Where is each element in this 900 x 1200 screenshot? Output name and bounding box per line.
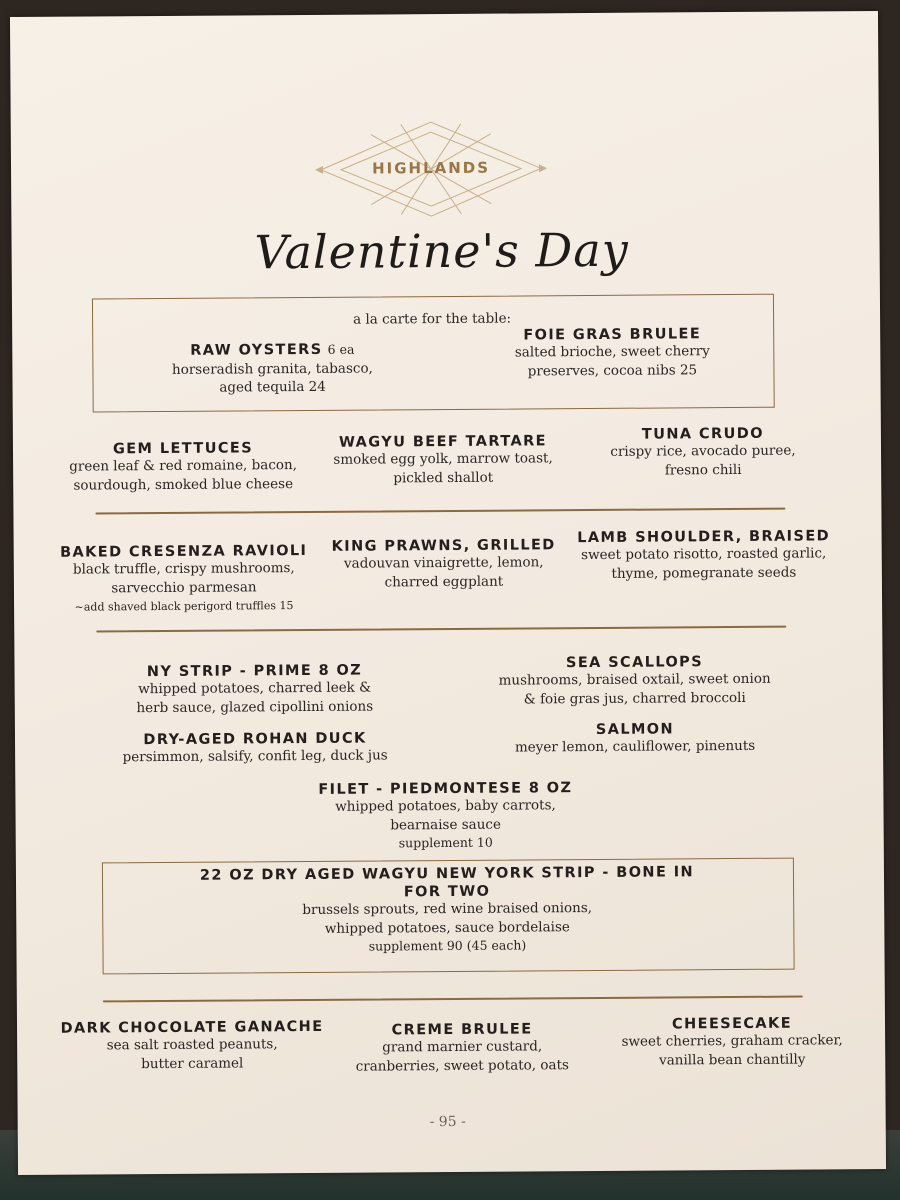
item-desc: aged tequila 24 (219, 378, 326, 396)
item-name: FOIE GRAS BRULEE (523, 326, 702, 344)
section-divider (95, 508, 785, 515)
menu-item-raw-oysters (122, 338, 422, 398)
item-desc: whipped potatoes, sauce bordelaise (324, 918, 570, 937)
item-name: FILET - PIEDMONTESE 8 OZ (318, 780, 573, 798)
menu-page (10, 11, 886, 1175)
item-desc: brussels sprouts, red wine braised onions, (302, 900, 593, 919)
item-desc: grand marnier custard, (382, 1038, 543, 1056)
menu-item-sea-scallops (454, 653, 814, 709)
item-name: BAKED CRESENZA RAVIOLI (60, 542, 308, 561)
menu-item-creme-brulee (317, 1021, 607, 1076)
item-name: DRY-AGED ROHAN DUCK (143, 730, 367, 749)
menu-item-foie-gras-brulee (462, 326, 762, 381)
menu-item-king-prawns (304, 537, 584, 592)
item-name: TUNA CRUDO (641, 425, 764, 443)
item-name: LAMB SHOULDER, BRAISED (577, 528, 831, 547)
item-name: CREME BRULEE (391, 1021, 533, 1039)
item-desc: vanilla bean chantilly (659, 1051, 806, 1069)
item-desc: preserves, cocoa nibs 25 (527, 361, 698, 379)
menu-item-wagyu-for-two (102, 864, 793, 958)
menu-item-tuna-crudo (563, 425, 843, 480)
item-name: GEM LETTUCES (112, 440, 254, 458)
item-desc: whipped potatoes, baby carrots, (335, 797, 556, 815)
menu-item-gem-lettuces (33, 440, 333, 495)
menu-item-salmon (455, 720, 815, 757)
for-table-heading: a la carte for the table: (353, 310, 512, 328)
item-desc: smoked egg yolk, marrow toast, (333, 450, 553, 468)
brand-name: HIGHLANDS (371, 158, 491, 178)
item-name: SALMON (595, 721, 675, 738)
item-name: DARK CHOCOLATE GANACHE (60, 1018, 324, 1037)
menu-item-cheesecake (587, 1015, 877, 1070)
item-name: SEA SCALLOPS (565, 654, 704, 672)
item-qty: 6 ea (327, 341, 355, 357)
item-note: supplement 90 (45 each) (368, 937, 527, 954)
item-desc: pickled shallot (393, 469, 494, 486)
item-desc: meyer lemon, cauliflower, pinenuts (514, 737, 756, 756)
item-desc: butter caramel (141, 1054, 244, 1072)
menu-item-wagyu-beef-tartare (303, 433, 583, 488)
menu-item-baked-cresenza-ravioli (34, 543, 334, 614)
item-desc: cranberries, sweet potato, oats (355, 1056, 569, 1075)
item-desc: salted brioche, sweet cherry (514, 343, 710, 361)
item-desc: sea salt roasted peanuts, (106, 1036, 278, 1054)
item-name: 22 OZ DRY AGED WAGYU NEW YORK STRIP - BONE IN (199, 864, 695, 884)
section-divider (96, 626, 786, 633)
item-desc: thyme, pomegranate seeds (611, 564, 797, 582)
menu-item-lamb-shoulder (544, 528, 864, 583)
item-desc: sweet cherries, graham cracker, (621, 1032, 843, 1050)
item-desc: crispy rice, avocado puree, (610, 442, 796, 460)
item-note: ~add shaved black perigord truffles 15 (74, 599, 294, 614)
item-desc: whipped potatoes, charred leek & (138, 679, 372, 698)
item-name: NY STRIP - PRIME 8 OZ (146, 662, 363, 681)
menu-item-dark-chocolate-ganache (37, 1019, 347, 1074)
menu-item-rohan-duck (95, 730, 415, 767)
item-desc: vadouvan vinaigrette, lemon, (343, 554, 544, 572)
item-desc: black truffle, crispy mushrooms, (72, 560, 295, 578)
item-desc: herb sauce, glazed cipollini onions (136, 698, 374, 716)
section-divider (103, 996, 803, 1003)
item-desc: sarvecchio parmesan (111, 578, 257, 596)
menu-item-filet-piedmontese (295, 780, 595, 854)
item-desc: green leaf & red romaine, bacon, (69, 457, 298, 475)
item-name: WAGYU BEEF TARTARE (338, 433, 548, 451)
item-desc: bearnaise sauce (390, 816, 501, 833)
item-desc: sweet potato risotto, roasted garlic, (581, 545, 827, 564)
item-desc: charred eggplant (384, 573, 504, 590)
item-desc: mushrooms, braised oxtail, sweet onion (498, 670, 771, 689)
item-desc: sourdough, smoked blue cheese (73, 475, 294, 494)
item-desc: fresno chili (664, 461, 742, 478)
item-note: supplement 10 (398, 834, 493, 851)
item-desc: horseradish granita, tabasco, (171, 360, 373, 378)
item-desc: persimmon, salsify, confit leg, duck jus (122, 747, 388, 766)
menu-item-ny-strip (94, 662, 414, 717)
item-desc: & foie gras jus, charred broccoli (523, 689, 746, 707)
item-name: CHEESECAKE (671, 1015, 793, 1033)
page-title: Valentine's Day (254, 222, 629, 280)
item-name: KING PRAWNS, GRILLED (331, 537, 556, 555)
item-name-line2: FOR TWO (403, 883, 491, 901)
page-number: - 95 - (429, 1113, 466, 1131)
item-name: RAW OYSTERS (190, 341, 323, 359)
